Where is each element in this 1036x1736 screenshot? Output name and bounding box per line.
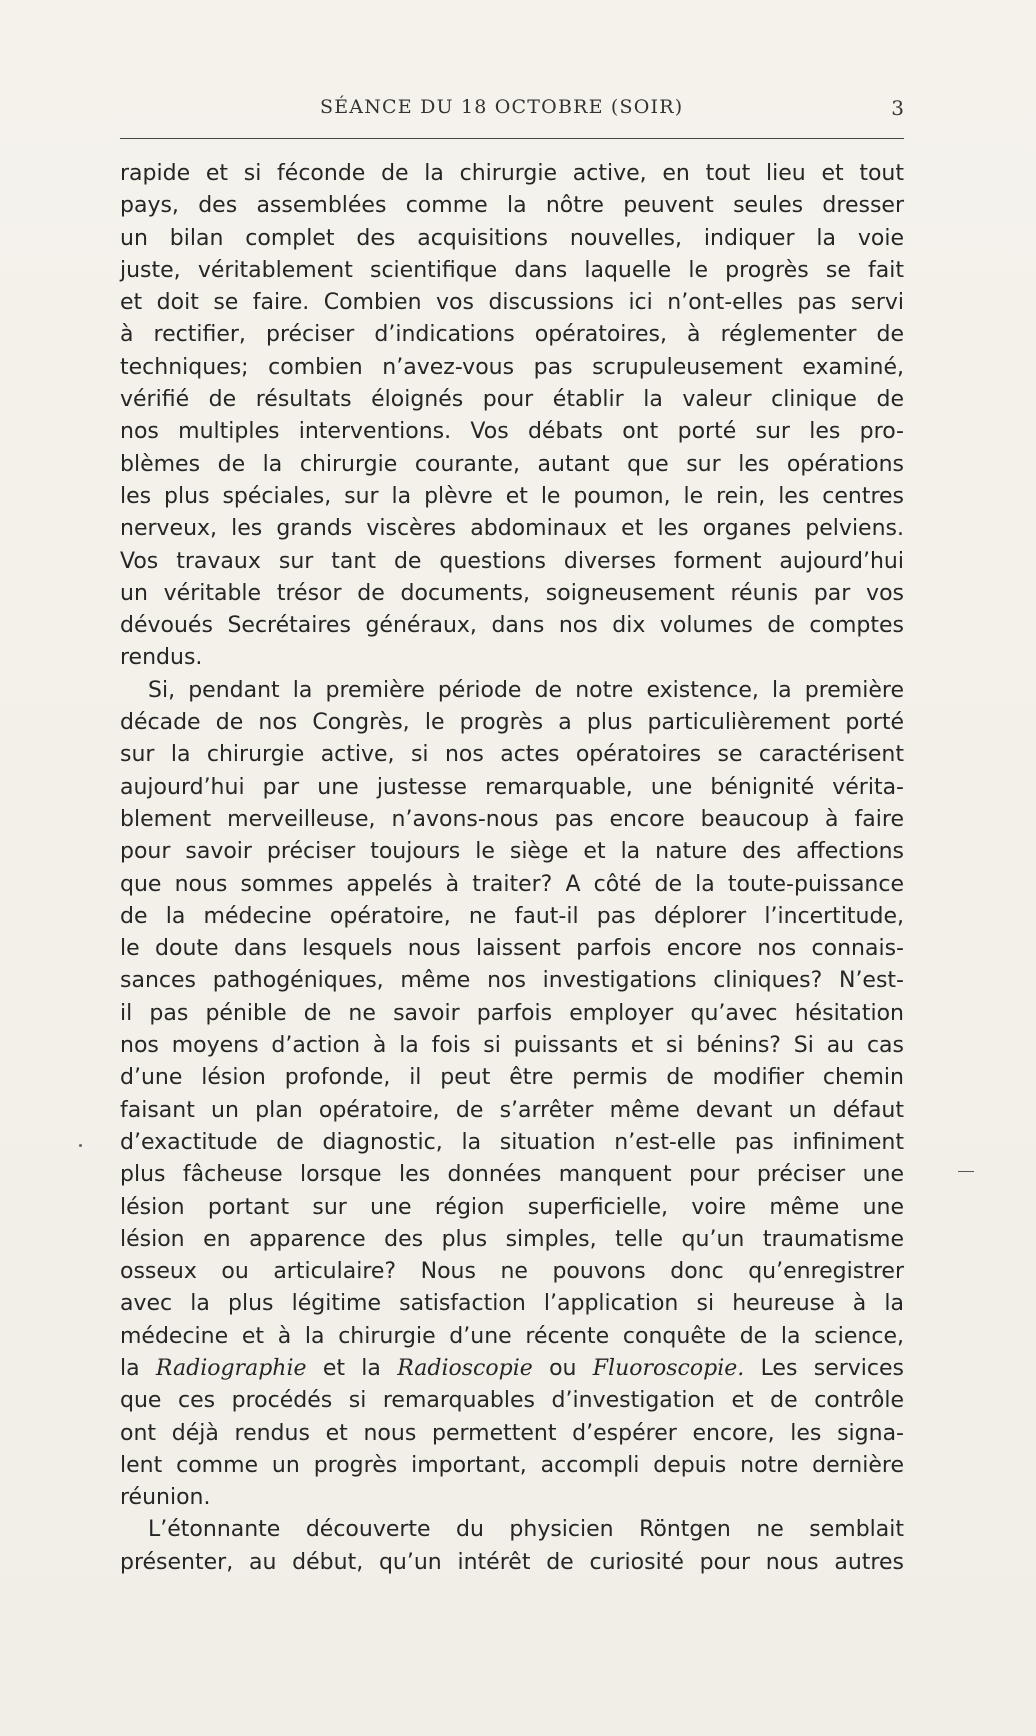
text-line: les plus spéciales, sur la plèvre et le poumon, le rein, les centres bbox=[120, 483, 904, 509]
text-line: d’une lésion profonde, il peut être permis de modifier chemin bbox=[120, 1065, 904, 1091]
text-line: nos multiples interventions. Vos débats ont porté sur les pro- bbox=[120, 419, 904, 445]
text-line: plus fâcheuse lorsque les données manquent pour préciser une bbox=[120, 1162, 904, 1188]
text-line-italic-terms bbox=[120, 1353, 904, 1385]
text-line: sances pathogéniques, même nos investigations cliniques? N’est- bbox=[120, 968, 904, 994]
paragraph-3 bbox=[120, 1514, 904, 1579]
text-line: rendus. bbox=[120, 645, 203, 671]
text-line: pour savoir préciser toujours le siège et la nature des affections bbox=[120, 839, 904, 865]
text-line: faisant un plan opératoire, de s’arrêter même devant un défaut bbox=[120, 1097, 904, 1123]
running-head: SÉANCE DU 18 OCTOBRE (SOIR) bbox=[320, 96, 684, 118]
text-line: il pas pénible de ne savoir parfois employer qu’avec hésitation bbox=[120, 1000, 904, 1026]
text-line: lésion en apparence des plus simples, telle qu’un traumatisme bbox=[120, 1226, 904, 1252]
margin-dot bbox=[79, 1144, 82, 1147]
text-line: décade de nos Congrès, le progrès a plus particulièrement porté bbox=[120, 710, 904, 736]
text-line: de la médecine opératoire, ne faut-il pas déplorer l’incertitude, bbox=[120, 903, 904, 929]
text-run: ou bbox=[532, 1355, 593, 1381]
text-line: présenter, au début, qu’un intérêt de curiosité pour nous autres bbox=[120, 1549, 904, 1575]
text-line: que ces procédés si remarquables d’investigation et de contrôle bbox=[120, 1388, 904, 1414]
term-radiographie: Radiographie bbox=[155, 1355, 307, 1381]
text-line: nerveux, les grands viscères abdominaux et les organes pelviens. bbox=[120, 516, 904, 542]
text-line: ont déjà rendus et nous permettent d’espérer encore, les signa- bbox=[120, 1420, 904, 1446]
text-line: Si, pendant la première période de notre existence, la première bbox=[148, 677, 904, 703]
page-header bbox=[120, 96, 904, 126]
paragraph-2 bbox=[120, 675, 904, 1515]
body-text bbox=[120, 158, 904, 1579]
text-line: vérifié de résultats éloignés pour établir la valeur clinique de bbox=[120, 387, 904, 413]
margin-mark bbox=[958, 1171, 974, 1172]
text-line: blèmes de la chirurgie courante, autant que sur les opérations bbox=[120, 451, 904, 477]
text-line: lent comme un progrès important, accompli depuis notre dernière bbox=[120, 1452, 904, 1478]
page-number: 3 bbox=[891, 96, 904, 120]
term-radioscopie: Radioscopie bbox=[397, 1355, 533, 1381]
text-line: Vos travaux sur tant de questions diverses forment aujourd’hui bbox=[120, 548, 904, 574]
text-run: et la bbox=[306, 1355, 398, 1381]
text-line: le doute dans lesquels nous laissent parfois encore nos connais- bbox=[120, 936, 904, 962]
header-rule bbox=[120, 138, 904, 139]
text-line: un bilan complet des acquisitions nouvelles, indiquer la voie bbox=[120, 225, 904, 251]
text-line: lésion portant sur une région superficielle, voire même une bbox=[120, 1194, 904, 1220]
paragraph-1 bbox=[120, 158, 904, 675]
text-line: aujourd’hui par une justesse remarquable, une bénignité vérita- bbox=[120, 774, 904, 800]
text-line: blement merveilleuse, n’avons-nous pas encore beaucoup à faire bbox=[120, 806, 904, 832]
text-line: sur la chirurgie active, si nos actes opératoires se caractérisent bbox=[120, 742, 904, 768]
term-fluoroscopie: Fluoroscopie. bbox=[592, 1355, 745, 1381]
text-line: et doit se faire. Combien vos discussions ici n’ont-elles pas servi bbox=[120, 290, 904, 316]
text-line: nos moyens d’action à la fois si puissants et si bénins? Si au cas bbox=[120, 1033, 904, 1059]
text-line: juste, véritablement scientifique dans laquelle le progrès se fait bbox=[120, 257, 904, 283]
text-line: rapide et si féconde de la chirurgie active, en tout lieu et tout bbox=[120, 161, 904, 186]
text-line: techniques; combien n’avez-vous pas scrupuleusement examiné, bbox=[120, 354, 904, 380]
text-line: osseux ou articulaire? Nous ne pouvons donc qu’enregistrer bbox=[120, 1259, 904, 1285]
text-line: d’exactitude de diagnostic, la situation n’est-elle pas infiniment bbox=[120, 1129, 904, 1155]
text-line: dévoués Secrétaires généraux, dans nos dix volumes de comptes bbox=[120, 613, 904, 639]
text-line: réunion. bbox=[120, 1485, 211, 1511]
text-run: la bbox=[120, 1355, 156, 1381]
text-line: L’étonnante découverte du physicien Röntgen ne semblait bbox=[148, 1517, 904, 1543]
text-line: à rectifier, préciser d’indications opératoires, à réglementer de bbox=[120, 322, 904, 348]
text-line: un véritable trésor de documents, soigneusement réunis par vos bbox=[120, 580, 904, 606]
text-line: avec la plus légitime satisfaction l’application si heureuse à la bbox=[120, 1291, 904, 1317]
text-line: pays, des assemblées comme la nôtre peuvent seules dresser bbox=[120, 193, 904, 219]
text-line: que nous sommes appelés à traiter? A côté de la toute-puissance bbox=[120, 871, 904, 897]
text-line: médecine et à la chirurgie d’une récente conquête de la science, bbox=[120, 1323, 904, 1349]
text-run: Les services bbox=[744, 1355, 905, 1381]
